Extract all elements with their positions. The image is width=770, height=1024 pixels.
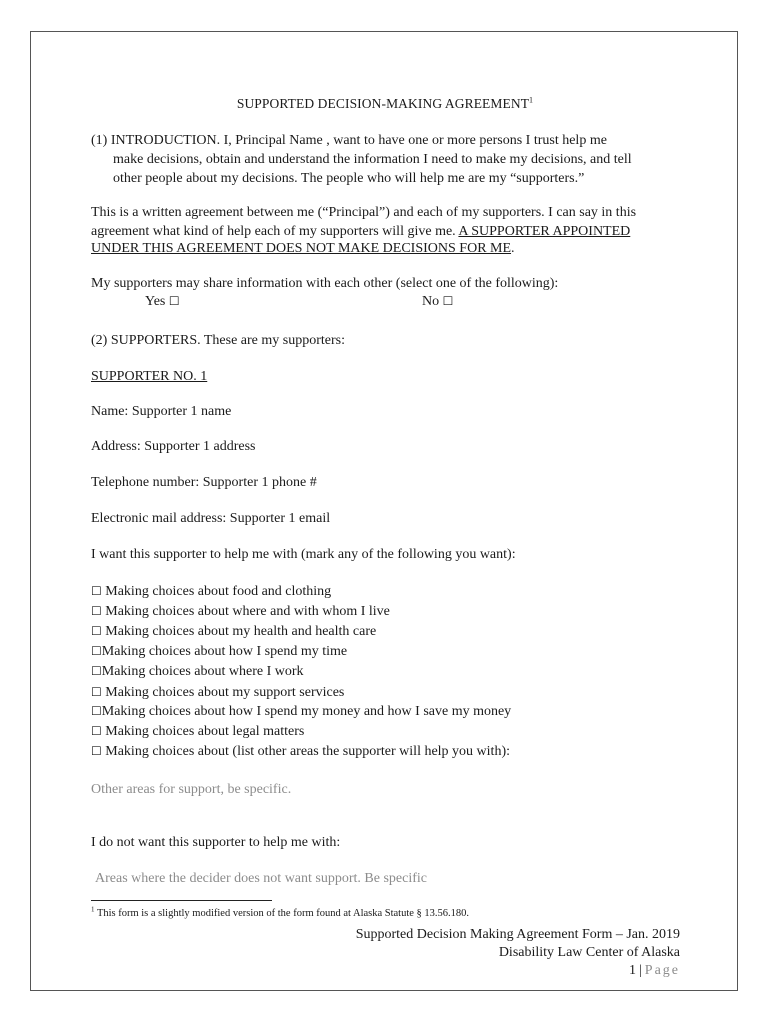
help-option[interactable] — [91, 742, 510, 761]
help-option[interactable] — [91, 622, 376, 641]
help-option-label: Making choices about where I work — [101, 664, 304, 679]
supporters-heading: (2) SUPPORTERS. These are my supporters: — [91, 333, 345, 348]
intro-line-3: other people about my decisions. The people who will help me are my “supporters.” — [113, 171, 585, 186]
title-footnote-ref: 1 — [529, 95, 534, 105]
help-option[interactable] — [91, 662, 304, 681]
footnote-divider — [91, 900, 272, 901]
help-option-label: Making choices about my health and health care — [105, 624, 377, 639]
help-checkbox[interactable]: ☐ — [91, 704, 102, 718]
help-checkbox[interactable]: ☐ — [91, 624, 102, 638]
help-option-label: Making choices about where and with whom I live — [105, 604, 390, 619]
agreement-emphasis-2: UNDER THIS AGREEMENT DOES NOT MAKE DECISIONS FOR ME — [91, 241, 512, 256]
help-checkbox[interactable]: ☐ — [91, 685, 102, 699]
page-word: Page — [644, 963, 680, 978]
help-option-label: Making choices about food and clothing — [105, 584, 332, 599]
help-checkbox[interactable]: ☐ — [91, 744, 102, 758]
help-checkbox[interactable]: ☐ — [91, 644, 102, 658]
share-no-checkbox[interactable]: ☐ — [442, 294, 454, 308]
intro-line-1: (1) INTRODUCTION. I, Principal Name , want to have one or more persons I trust help me — [91, 133, 607, 148]
document-title — [0, 94, 770, 113]
supporter-email-field[interactable]: Electronic mail address: Supporter 1 email — [91, 511, 331, 526]
help-checkbox[interactable]: ☐ — [91, 724, 102, 738]
help-option-label: Making choices about how I spend my time — [101, 644, 348, 659]
help-option[interactable] — [91, 683, 344, 702]
help-option[interactable] — [91, 602, 390, 621]
help-option[interactable] — [91, 582, 331, 601]
help-option-label: Making choices about how I spend my money and how I save my money — [101, 704, 512, 719]
share-no-label: No — [422, 294, 440, 309]
no-help-prompt: I do not want this supporter to help me with: — [91, 835, 341, 850]
footnote-ref: 1 — [91, 905, 95, 914]
no-help-input[interactable]: Areas where the decider does not want support. Be specific — [95, 871, 427, 886]
help-checkbox[interactable]: ☐ — [91, 584, 102, 598]
share-no-option[interactable] — [422, 292, 453, 311]
help-checkbox[interactable]: ☐ — [91, 664, 102, 678]
title-text: SUPPORTED DECISION-MAKING AGREEMENT — [236, 96, 530, 111]
help-option[interactable] — [91, 642, 347, 661]
supporter-address-field[interactable]: Address: Supporter 1 address — [91, 439, 256, 454]
supporter-heading: SUPPORTER NO. 1 — [91, 369, 208, 384]
agreement-period: . — [511, 241, 515, 256]
agreement-line-3 — [91, 239, 515, 258]
footer-form-title: Supported Decision Making Agreement Form – Jan. 2019 — [355, 927, 680, 942]
page-number-value: 1 — [628, 963, 636, 978]
supporter-phone-field[interactable]: Telephone number: Supporter 1 phone # — [91, 475, 317, 490]
help-checkbox[interactable]: ☐ — [91, 604, 102, 618]
share-yes-checkbox[interactable]: ☐ — [168, 294, 180, 308]
help-option[interactable] — [91, 702, 511, 721]
other-areas-input[interactable]: Other areas for support, be specific. — [91, 782, 292, 797]
footnote — [91, 907, 469, 920]
help-option-label: Making choices about (list other areas the supporter will help you with): — [105, 744, 511, 759]
supporter-name-field[interactable]: Name: Supporter 1 name — [91, 404, 232, 419]
share-info-prompt: My supporters may share information with each other (select one of the following): — [91, 276, 559, 291]
share-yes-label: Yes — [145, 294, 166, 309]
agreement-line-1: This is a written agreement between me (“Principal”) and each of my supporters. I can say in this — [91, 205, 637, 220]
help-prompt: I want this supporter to help me with (mark any of the following you want): — [91, 547, 516, 562]
page-number — [629, 961, 680, 980]
footnote-text: This form is a slightly modified version of the form found at Alaska Statute § 13.56.180. — [96, 908, 470, 919]
intro-line-2: make decisions, obtain and understand the information I need to make my decisions, and tell — [113, 152, 632, 167]
help-option-label: Making choices about my support services — [105, 685, 345, 700]
page-separator: | — [638, 963, 642, 978]
agreement-line-2-text: agreement what kind of help each of my supporters will give me. — [91, 224, 459, 239]
footer-organization: Disability Law Center of Alaska — [498, 945, 680, 960]
help-option[interactable] — [91, 722, 304, 741]
share-yes-option[interactable] — [145, 292, 180, 311]
help-option-label: Making choices about legal matters — [105, 724, 305, 739]
agreement-emphasis-1: A SUPPORTER APPOINTED — [458, 224, 631, 239]
